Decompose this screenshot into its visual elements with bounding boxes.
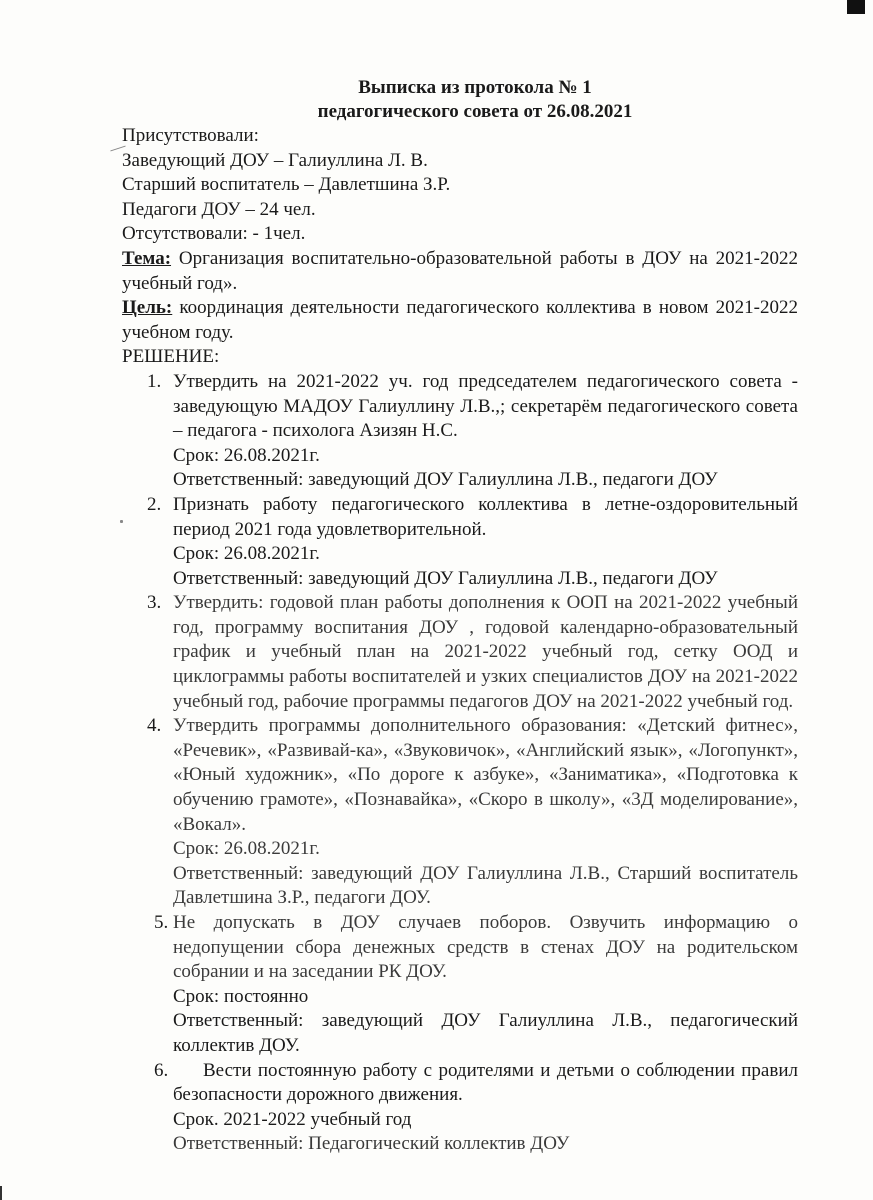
- decision-deadline: Срок: 26.08.2021г.: [173, 543, 320, 565]
- decision-responsible: Ответственный: заведующий ДОУ Галиуллина Л.В., Старший воспитатель Давлетшина З.Р., педагоги ДОУ.: [173, 862, 798, 909]
- attendee-head: Заведующий ДОУ – Галиуллина Л. В.: [122, 149, 428, 171]
- decision-text: Утвердить: годовой план работы дополнения к ООП на 2021-2022 учебный год, программу воспитания ДОУ , годовой календарно-образовательный график и учебный план на 2021-2022 учебный год, сетку ООД и циклограммы работы воспитателей и узких специалистов ДОУ на 2021-2022 учебный год, рабочие программы педагогов ДОУ на 2021-2022 учебный год.: [173, 592, 798, 712]
- present-label: Присутствовали:: [122, 125, 259, 146]
- scan-corner-mark: [847, 0, 865, 14]
- absent-line: Отсутствовали: - 1чел.: [122, 223, 306, 245]
- decision-number: 2.: [147, 493, 162, 515]
- decision-item: [122, 714, 798, 911]
- document-title: [122, 76, 798, 124]
- decision-number: 1.: [147, 370, 162, 392]
- decision-deadline: Срок. 2021-2022 учебный год: [173, 1108, 412, 1130]
- goal-text: координация деятельности педагогического коллектива в новом 2021-2022 учебном году.: [122, 297, 798, 343]
- decision-number: 3.: [147, 592, 162, 614]
- decision-text: Не допускать в ДОУ случаев поборов. Озвучить информацию о недопущении сбора денежных средств в стенах ДОУ на родительском собрании и на заседании РК ДОУ.: [173, 912, 798, 983]
- decision-list: [122, 370, 798, 1157]
- decision-text: Утвердить программы дополнительного образования: «Детский фитнес», «Речевик», «Развивай-ка», «Звуковичок», «Английский язык», «Логопункт», «Юный художник», «По дороге к азбуке», «Заниматика», «Подготовка к обучению грамоте», «Познавайка», «Скоро в школу», «3Д моделирование», «Вокал».: [173, 715, 798, 835]
- goal-label: Цель:: [122, 297, 173, 319]
- decision-deadline: Срок: 26.08.2021г.: [173, 444, 320, 466]
- decision-item: [122, 1059, 798, 1157]
- decision-deadline: Срок: 26.08.2021г.: [173, 838, 320, 860]
- decision-responsible: Ответственный: заведующий ДОУ Галиуллина Л.В., педагоги ДОУ: [173, 567, 718, 589]
- decision-text: Признать работу педагогического коллектива в летне-оздоровительный период 2021 года удовлетворительной.: [173, 493, 798, 540]
- title-line-1: Выписка из протокола № 1: [358, 77, 592, 98]
- decision-number: 6.: [154, 1059, 169, 1081]
- attendee-teachers: Педагоги ДОУ – 24 чел.: [122, 198, 316, 220]
- document-page: [122, 76, 798, 1157]
- decision-text-span: Вести постоянную работу с родителями и детьми о соблюдении правил безопасности дорожного движения.: [173, 1059, 798, 1106]
- decision-item: [122, 591, 798, 714]
- topic-label: Тема:: [122, 247, 172, 269]
- decision-number: 5.: [154, 912, 169, 933]
- decision-number: 4.: [147, 715, 162, 737]
- decision-text: [173, 1059, 798, 1108]
- goal-line: [122, 296, 798, 345]
- decision-deadline: Срок: постоянно: [173, 985, 309, 1007]
- title-line-2: педагогического совета от 26.08.2021: [317, 101, 633, 122]
- topic-text: Организация воспитательно-образовательной работы в ДОУ на 2021-2022 учебный год».: [122, 247, 798, 294]
- decision-text: Утвердить на 2021-2022 уч. год председателем педагогического совета - заведующую МАДОУ Галиуллину Л.В.,; секретарём педагогического совета – педагога - психолога Азизян Н.С.: [173, 370, 798, 442]
- decision-responsible: Ответственный: заведующий ДОУ Галиуллина Л.В., педагоги ДОУ: [173, 469, 718, 491]
- decision-responsible: Ответственный: заведующий ДОУ Галиуллина Л.В., педагогический коллектив ДОУ.: [173, 1010, 798, 1056]
- decision-item: [122, 370, 798, 493]
- decision-responsible: Ответственный: Педагогический коллектив ДОУ: [173, 1133, 570, 1155]
- decision-label: РЕШЕНИЕ:: [122, 346, 220, 368]
- decision-item: [122, 911, 798, 1059]
- decision-item: [122, 493, 798, 591]
- attendee-senior: Старший воспитатель – Давлетшина З.Р.: [122, 174, 451, 196]
- scan-edge-mark: [0, 1186, 2, 1200]
- topic-line: [122, 247, 798, 296]
